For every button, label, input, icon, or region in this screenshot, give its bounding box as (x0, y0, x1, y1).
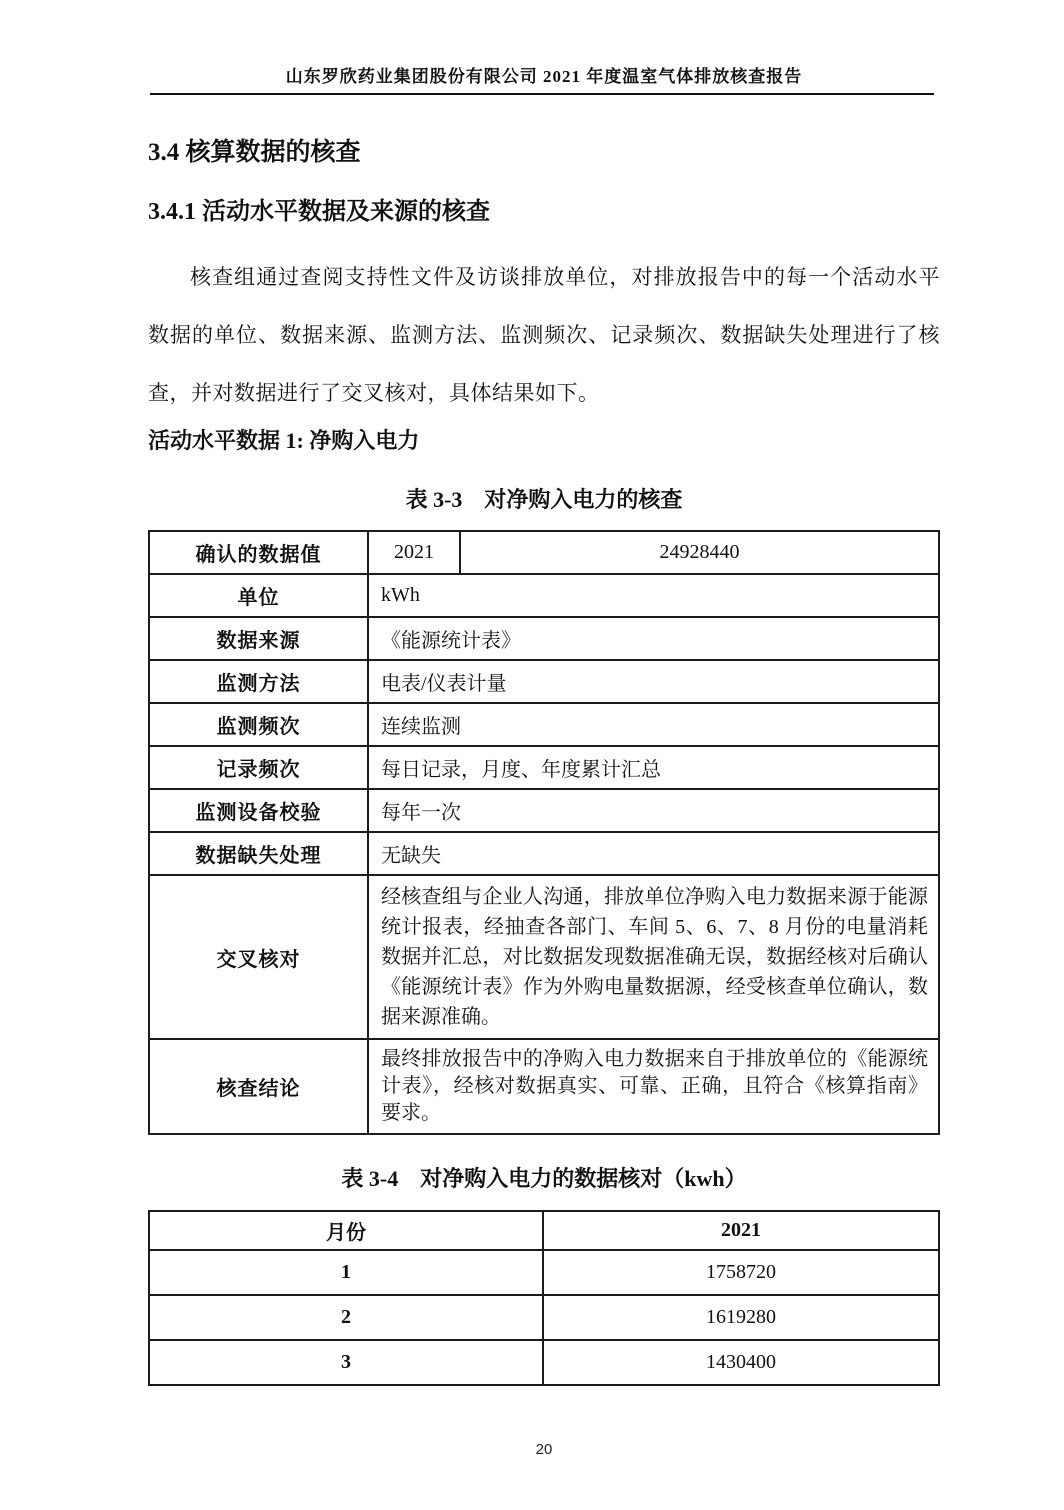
table-row-cross-check (149, 875, 939, 1039)
activity-data-label: 活动水平数据 1: 净购入电力 (148, 428, 420, 453)
row-label: 核查结论 (149, 1039, 368, 1134)
row-value: 每日记录，月度、年度累计汇总 (368, 746, 939, 789)
row-value: 经核查组与企业人沟通，排放单位净购入电力数据来源于能源统计报表，经抽查各部门、车间 5、6、7、8 月份的电量消耗数据并汇总，对比数据发现数据准确无误，数据经核对后确认《能源统计表》作为外购电量数据源，经受核查单位确认，数据来源准确。 (368, 875, 939, 1039)
row-value: 24928440 (460, 531, 939, 574)
running-header-title: 山东罗欣药业集团股份有限公司 2021 年度温室气体排放核查报告 (285, 67, 803, 86)
row-label: 确认的数据值 (149, 531, 368, 574)
row-value: 无缺失 (368, 832, 939, 875)
table-row-unit (149, 574, 939, 617)
page-number: 20 (535, 1441, 553, 1458)
value-cell: 1430400 (543, 1340, 939, 1385)
table-row-monitoring-frequency (149, 703, 939, 746)
row-label: 交叉核对 (149, 875, 368, 1039)
row-label: 数据来源 (149, 617, 368, 660)
row-label: 监测频次 (149, 703, 368, 746)
header-rule (150, 93, 934, 95)
value-cell: 1619280 (543, 1295, 939, 1340)
page-content (0, 139, 1064, 1386)
intro-paragraph: 核查组通过查阅支持性文件及访谈排放单位，对排放报告中的每一个活动水平数据的单位、数据来源、监测方法、监测频次、记录频次、数据缺失处理进行了核查，并对数据进行了交叉核对，具体结果如下。 (148, 265, 940, 405)
row-value: 《能源统计表》 (368, 617, 939, 660)
table-row-data-source (149, 617, 939, 660)
column-header-month: 月份 (149, 1211, 543, 1250)
table-row-month-2 (149, 1295, 939, 1340)
table-row-missing-data (149, 832, 939, 875)
subsection-heading-3-4-1: 3.4.1 活动水平数据及来源的核查 (148, 199, 490, 225)
table-3-3-caption: 表 3-3 对净购入电力的核查 (405, 487, 683, 512)
column-header-2021: 2021 (543, 1211, 939, 1250)
section-heading-3-4: 3.4 核算数据的核查 (148, 139, 361, 166)
table-row-month-1 (149, 1250, 939, 1295)
table-3-3 (148, 530, 940, 1135)
value-cell: 1758720 (543, 1250, 939, 1295)
row-value: 连续监测 (368, 703, 939, 746)
table-3-4 (148, 1210, 940, 1386)
row-label: 数据缺失处理 (149, 832, 368, 875)
page-footer (148, 1441, 940, 1458)
row-year: 2021 (368, 531, 460, 574)
table-row-device-calibration (149, 789, 939, 832)
table-3-4-caption: 表 3-4 对净购入电力的数据核对（kwh） (341, 1166, 747, 1191)
table-row-confirmed-value (149, 531, 939, 574)
row-value: 每年一次 (368, 789, 939, 832)
table-row-month-3 (149, 1340, 939, 1385)
month-cell: 3 (149, 1340, 543, 1385)
table-row-monitoring-method (149, 660, 939, 703)
month-cell: 2 (149, 1295, 543, 1340)
month-cell: 1 (149, 1250, 543, 1295)
row-label: 监测方法 (149, 660, 368, 703)
row-value: 电表/仪表计量 (368, 660, 939, 703)
row-label: 单位 (149, 574, 368, 617)
row-value: kWh (368, 574, 939, 617)
table-row-record-frequency (149, 746, 939, 789)
table-header-row (149, 1211, 939, 1250)
row-label: 监测设备校验 (149, 789, 368, 832)
table-row-conclusion (149, 1039, 939, 1134)
row-value: 最终排放报告中的净购入电力数据来自于排放单位的《能源统计表》，经核对数据真实、可靠、正确，且符合《核算指南》要求。 (368, 1039, 939, 1134)
row-label: 记录频次 (149, 746, 368, 789)
